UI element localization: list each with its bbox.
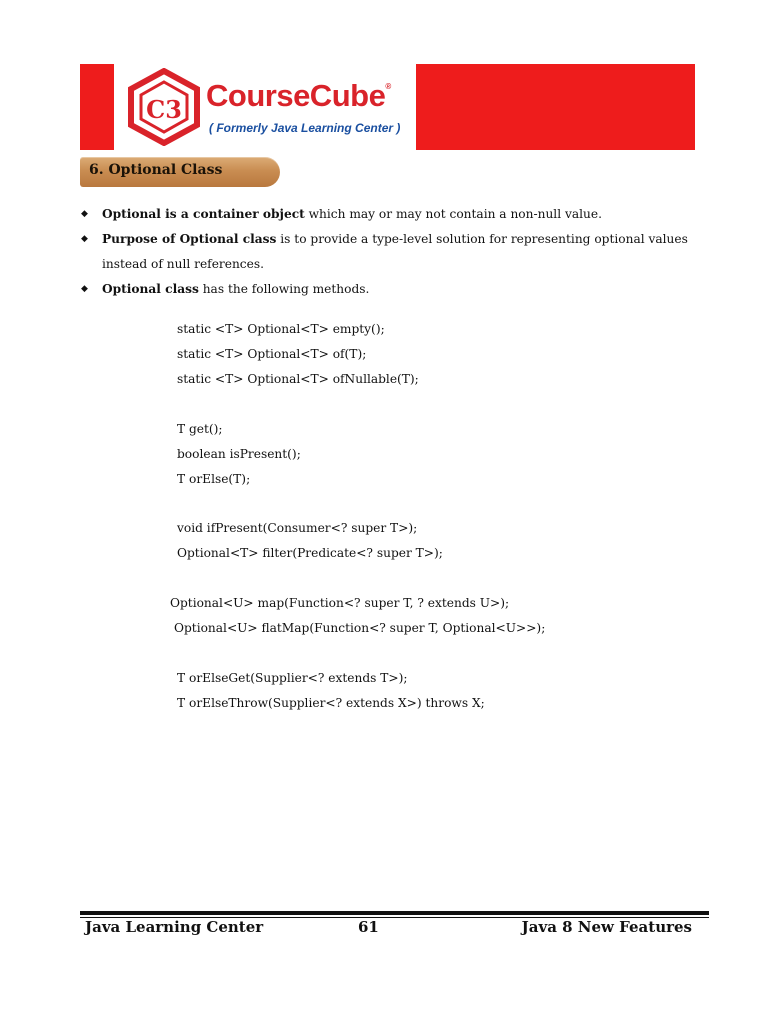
section-title: 6. Optional Class bbox=[89, 162, 223, 178]
brand-tagline: ( Formerly Java Learning Center ) bbox=[209, 121, 401, 135]
method-signature: T orElse(T); bbox=[177, 472, 251, 486]
logo-box bbox=[114, 64, 416, 150]
bullet-text: has the following methods. bbox=[198, 282, 370, 296]
method-signature: T orElseThrow(Supplier<? extends X>) throws X; bbox=[177, 696, 485, 710]
method-signature: T get(); bbox=[177, 422, 223, 436]
bullet-list bbox=[80, 202, 710, 302]
method-signature: T orElseGet(Supplier<? extends T>); bbox=[177, 671, 408, 685]
footer-left-text: Java Learning Center bbox=[85, 918, 264, 936]
method-signature: Optional<T> filter(Predicate<? super T>); bbox=[177, 546, 443, 560]
bullet-item bbox=[80, 277, 710, 302]
bullet-item bbox=[80, 227, 710, 277]
section-heading-tab bbox=[80, 157, 280, 187]
registered-mark: ® bbox=[385, 82, 391, 91]
footer-right-text: Java 8 New Features bbox=[521, 918, 692, 936]
method-signature: Optional<U> map(Function<? super T, ? extends U>); bbox=[170, 596, 510, 610]
method-signature: void ifPresent(Consumer<? super T>); bbox=[177, 521, 418, 535]
bullet-text: is to provide a type-level solution for representing optional values instead of null references. bbox=[102, 232, 688, 271]
page-number: 61 bbox=[358, 918, 379, 936]
coursecube-logo-icon bbox=[126, 68, 202, 146]
bullet-bold-text: Purpose of Optional class bbox=[102, 232, 277, 246]
diamond-bullet-icon: ◆ bbox=[81, 234, 88, 244]
bullet-item bbox=[80, 202, 710, 227]
method-signature: static <T> Optional<T> empty(); bbox=[177, 322, 385, 336]
bullet-bold-text: Optional class bbox=[102, 282, 199, 296]
method-signature: static <T> Optional<T> of(T); bbox=[177, 347, 367, 361]
header-banner bbox=[80, 64, 695, 150]
diamond-bullet-icon: ◆ bbox=[81, 284, 88, 294]
brand-name: CourseCube® bbox=[206, 78, 391, 113]
method-signature: boolean isPresent(); bbox=[177, 447, 301, 461]
method-signature: Optional<U> flatMap(Function<? super T, Optional<U>>); bbox=[174, 621, 546, 635]
bullet-bold-text: Optional is a container object bbox=[102, 207, 305, 221]
logo-mark: C3 bbox=[146, 95, 182, 124]
bullet-text: which may or may not contain a non-null value. bbox=[304, 207, 602, 221]
footer-rule-thick bbox=[80, 911, 709, 915]
method-signature: static <T> Optional<T> ofNullable(T); bbox=[177, 372, 419, 386]
diamond-bullet-icon: ◆ bbox=[81, 209, 88, 219]
